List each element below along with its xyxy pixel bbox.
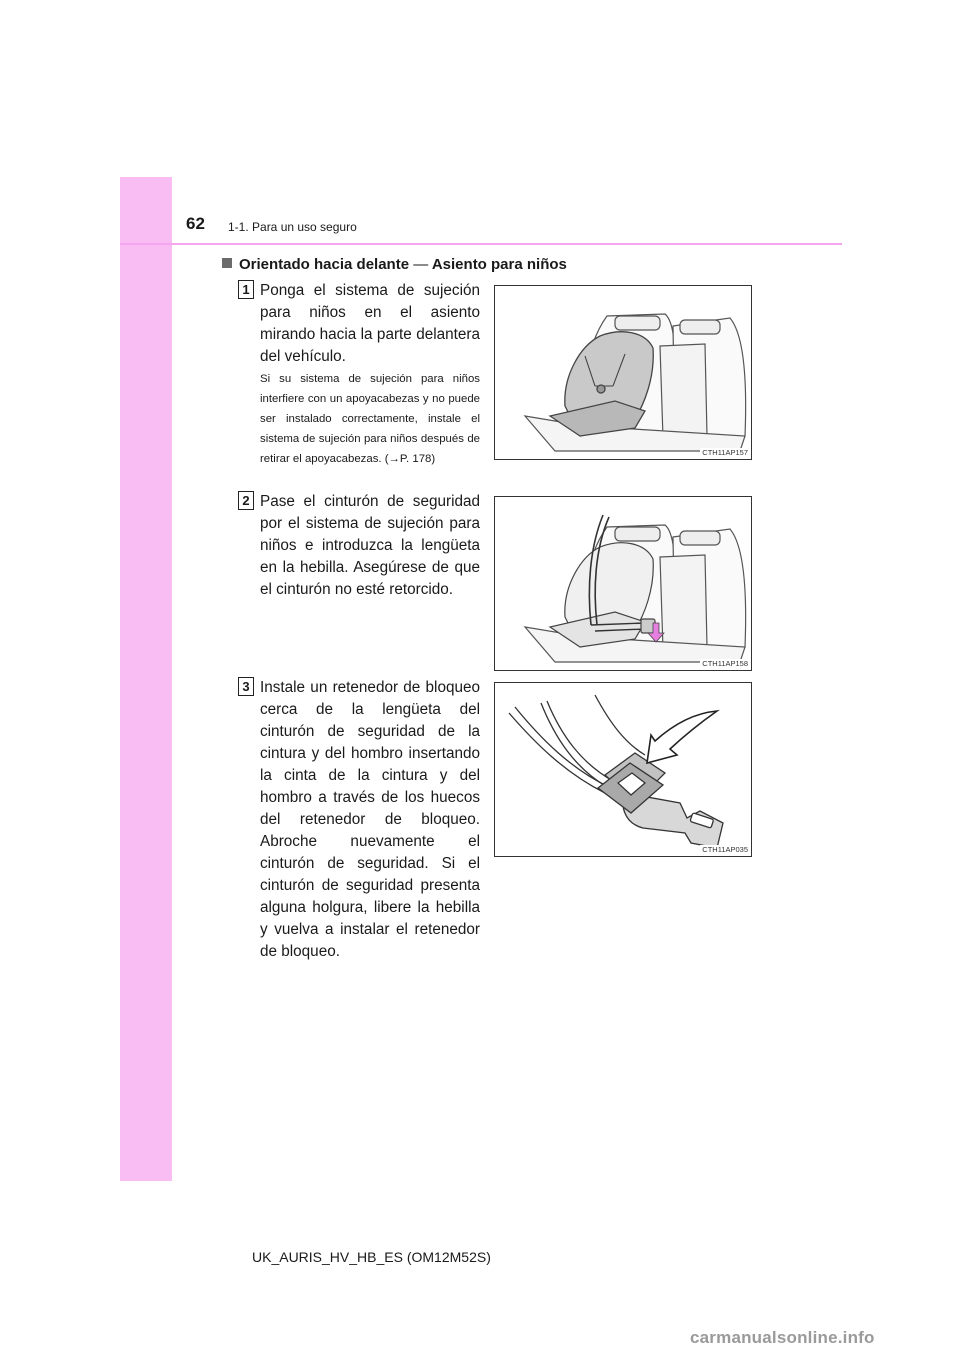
figure-code: CTH11AP035: [702, 845, 748, 854]
step-3-text: Instale un retenedor de bloqueo cerca de la lengüeta del cinturón de seguridad de la cintura y del hombro insertando la cinta de la cintura y del hombro a través de los huecos del retenedor de bloqueo. Abroche nuevamente el cinturón de seguridad. Si el cinturón de seguridad presenta alguna holgura, libere la hebilla y vuelva a instalar el retenedor de bloqueo.: [260, 679, 480, 960]
page-number: 62: [186, 214, 205, 233]
document-code: UK_AURIS_HV_HB_ES (OM12M52S): [252, 1249, 491, 1265]
child-seat-illustration: [495, 286, 751, 459]
seat-belt-routing-illustration: [495, 497, 751, 670]
step-number-3: 3: [238, 677, 254, 696]
figure-locking-clip: [494, 682, 752, 857]
step-number-1: 1: [238, 280, 254, 299]
square-bullet-icon: [222, 258, 232, 268]
subsection-heading: [222, 256, 567, 273]
figure-seat-belt-routing: [494, 496, 752, 671]
step-number-2: 2: [238, 491, 254, 510]
step-1-text: Ponga el sistema de sujeción para niños en el asiento mirando hacia la parte delantera del vehículo.: [260, 282, 480, 365]
watermark: carmanualsonline.info: [690, 1328, 875, 1347]
header-divider: [120, 243, 842, 245]
heading-dash: —: [413, 256, 429, 273]
figure-code: CTH11AP157: [702, 448, 748, 457]
locking-clip-illustration: [495, 683, 751, 856]
heading-part-2: Asiento para niños: [431, 256, 567, 273]
heading-part-1: Orientado hacia delante: [239, 256, 410, 273]
pointer-arrow-icon: [647, 711, 717, 763]
chapter-sidebar-tab: [120, 177, 172, 1181]
step-1-note: Si su sistema de sujeción para niños interfiere con un apoyacabezas y no puede ser instalado correctamente, instale el sistema de sujeción para niños después de retirar el apoyacabezas. (→P. 178): [260, 373, 480, 465]
section-title: 1-1. Para un uso seguro: [228, 220, 357, 234]
figure-child-seat-placement: [494, 285, 752, 460]
step-2-text: Pase el cinturón de seguridad por el sistema de sujeción para niños e introduzca la lengüeta en la hebilla. Asegúrese de que el cinturón no esté retorcido.: [260, 493, 480, 598]
figure-code: CTH11AP158: [702, 659, 748, 668]
